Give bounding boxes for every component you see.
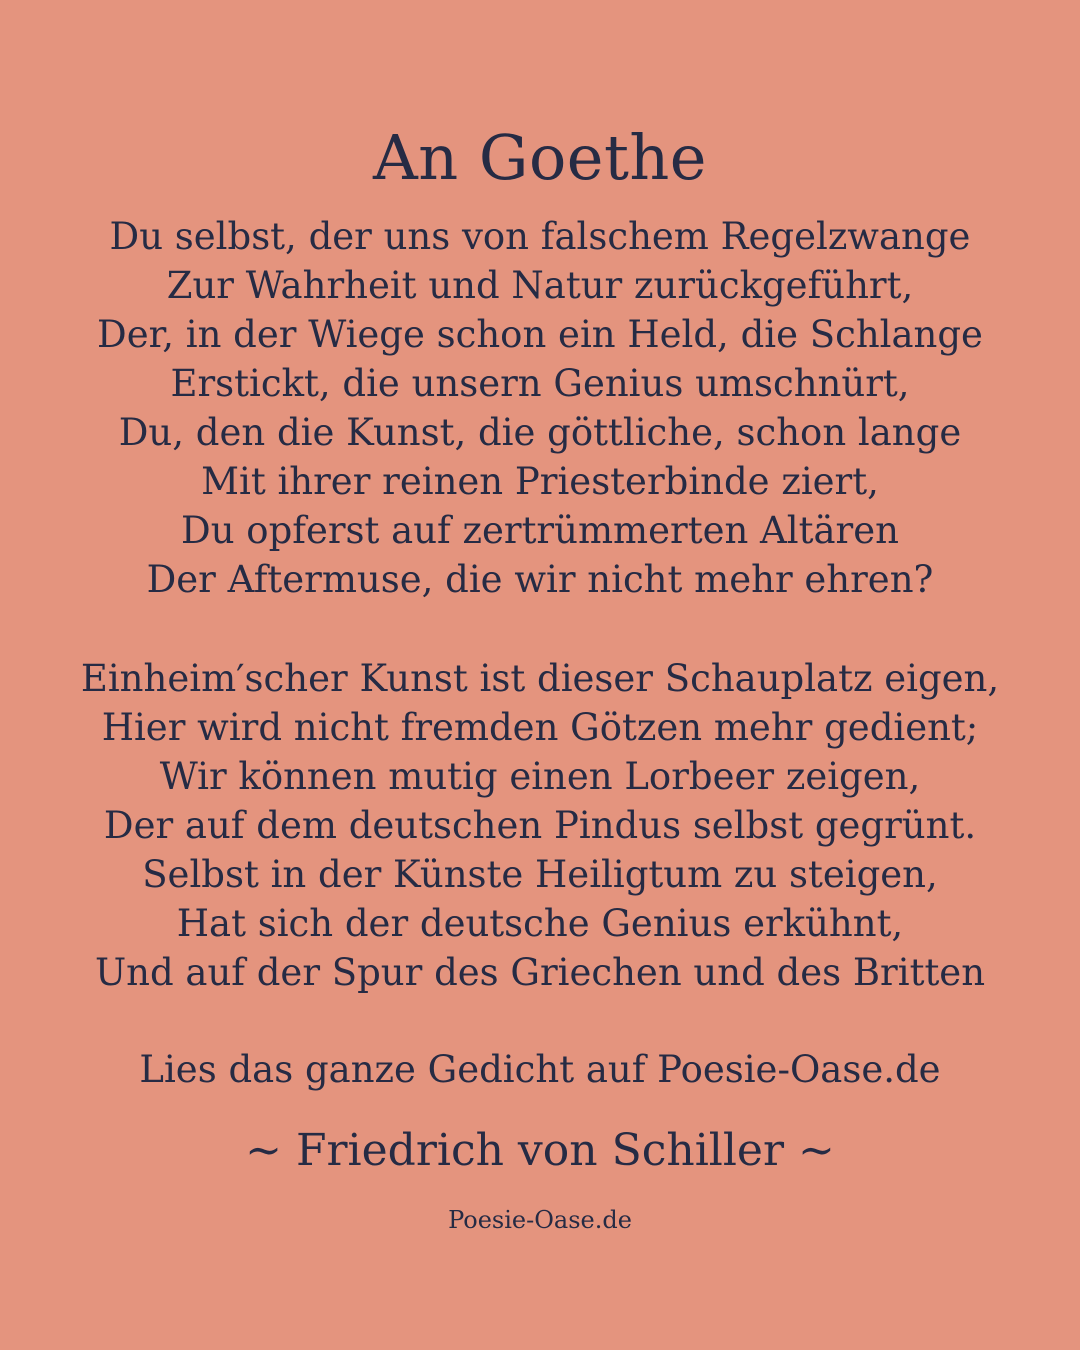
read-full-poem-text: Lies das ganze Gedicht auf Poesie-Oase.de [139,1048,941,1091]
stanza-1 [0,212,1080,604]
verse-line: Wir können mutig einen Lorbeer zeigen, [159,755,921,798]
verse-line: Du selbst, der uns von falschem Regelzwange [109,215,971,258]
verse-line: Mit ihrer reinen Priesterbinde ziert, [201,460,879,503]
poem-author: ~ Friedrich von Schiller ~ [245,1125,835,1176]
verse-line: Hat sich der deutsche Genius erkühnt, [176,902,904,945]
verse-line: Selbst in der Künste Heiligtum zu steigen, [142,853,938,896]
verse-line: Der auf dem deutschen Pindus selbst gegrünt. [103,804,977,847]
verse-line: Und auf der Spur des Griechen und des Britten [94,951,986,994]
verse-line: Einheim′scher Kunst ist dieser Schauplatz eigen, [80,657,1000,700]
verse-line: Hier wird nicht fremden Götzen mehr gedient; [101,706,979,749]
verse-line: Du, den die Kunst, die göttliche, schon lange [118,411,962,454]
stanza-2 [0,654,1080,997]
verse-line: Der Aftermuse, die wir nicht mehr ehren? [146,558,934,601]
site-watermark: Poesie-Oase.de [448,1206,632,1234]
verse-line: Erstickt, die unsern Genius umschnürt, [170,362,910,405]
poem-title: An Goethe [373,121,707,194]
verse-line: Der, in der Wiege schon ein Held, die Schlange [97,313,983,356]
verse-line: Du opferst auf zertrümmerten Altären [181,509,899,552]
verse-line: Zur Wahrheit und Natur zurückgeführt, [166,264,914,307]
